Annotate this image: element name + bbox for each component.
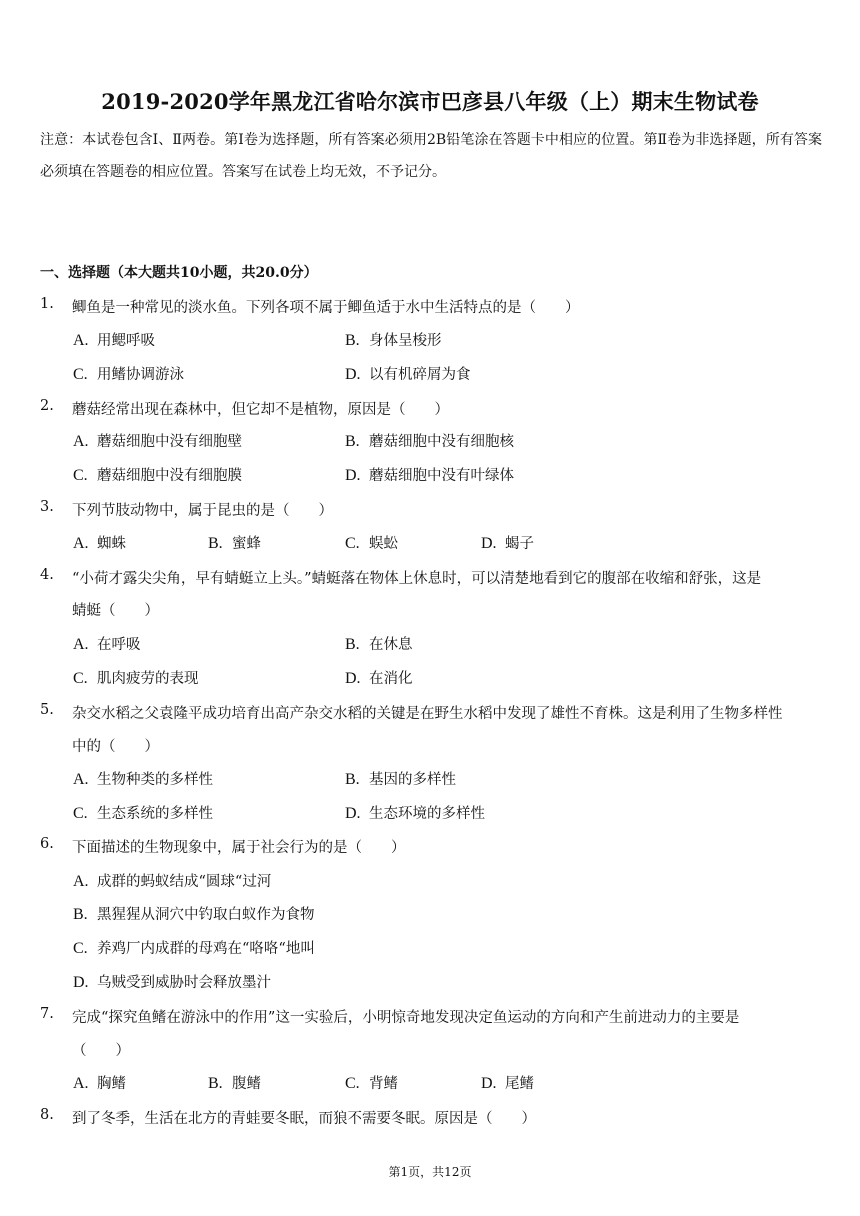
question-text: 下列节肢动物中，属于昆虫的是（ ） <box>72 503 333 519</box>
option-label: D. <box>345 366 361 383</box>
answer-option <box>345 363 471 384</box>
question-text-continued: 蜻蜓（ ） <box>72 603 159 619</box>
page-footer: 第1页，共12页 <box>388 1165 472 1179</box>
option-label: A. <box>73 535 89 552</box>
option-text: 胸鳍 <box>97 1076 126 1092</box>
option-label: A. <box>73 1075 89 1092</box>
option-label: B. <box>208 1075 223 1092</box>
answer-option <box>345 532 398 553</box>
option-label: D. <box>345 670 361 687</box>
option-label: C. <box>73 805 88 822</box>
answer-option <box>73 1072 126 1093</box>
option-text: 乌贼受到威胁时会释放墨汁 <box>97 975 271 991</box>
option-label: B. <box>345 636 360 653</box>
question-number: 2. <box>40 398 54 414</box>
question-number: 3. <box>40 499 54 515</box>
option-text: 蜘蛛 <box>97 536 126 552</box>
option-text: 生物种类的多样性 <box>97 772 213 788</box>
option-text: 在呼吸 <box>97 637 141 653</box>
question-text: 到了冬季，生活在北方的青蛙要冬眠，而狼不需要冬眠。原因是（ ） <box>72 1111 536 1127</box>
answer-option <box>73 363 184 384</box>
question-text: 下面描述的生物现象中，属于社会行为的是（ ） <box>72 840 406 856</box>
option-label: C. <box>73 366 88 383</box>
option-text: 蝎子 <box>505 536 534 552</box>
answer-option <box>345 430 514 451</box>
option-label: B. <box>345 771 360 788</box>
answer-option <box>73 532 126 553</box>
answer-option <box>73 768 213 789</box>
answer-option <box>73 971 271 992</box>
option-text: 黑猩猩从洞穴中钓取白蚁作为食物 <box>97 907 315 923</box>
option-text: 蜜蜂 <box>232 536 261 552</box>
question-text: 杂交水稻之父袁隆平成功培育出高产杂交水稻的关键是在野生水稻中发现了雄性不育株。这是利用了生物多样性 <box>72 706 783 722</box>
option-label: A. <box>73 636 89 653</box>
option-label: C. <box>345 535 360 552</box>
option-label: B. <box>73 906 88 923</box>
answer-option <box>73 430 242 451</box>
option-text: 尾鳍 <box>505 1076 534 1092</box>
option-label: C. <box>73 670 88 687</box>
answer-option <box>73 464 242 485</box>
option-text: 生态系统的多样性 <box>97 806 213 822</box>
question-text: 鲫鱼是一种常见的淡水鱼。下列各项不属于鲫鱼适于水中生活特点的是（ ） <box>72 300 580 316</box>
option-label: D. <box>73 974 89 991</box>
question-number: 8. <box>40 1107 54 1123</box>
section-heading: 一、选择题（本大题共10小题，共20.0分） <box>40 265 318 281</box>
option-label: D. <box>481 535 497 552</box>
answer-option <box>73 903 315 924</box>
answer-option <box>73 633 141 654</box>
option-text: 肌肉疲劳的表现 <box>97 671 199 687</box>
exam-title: 2019-2020学年黑龙江省哈尔滨市巴彦县八年级（上）期末生物试卷 <box>101 89 759 114</box>
answer-option <box>345 768 456 789</box>
answer-option <box>345 1072 398 1093</box>
answer-option <box>345 667 413 688</box>
option-text: 背鳍 <box>369 1076 398 1092</box>
option-label: A. <box>73 433 89 450</box>
option-text: 蘑菇细胞中没有细胞膜 <box>97 468 242 484</box>
question-text: “小荷才露尖尖角，早有蜻蜓立上头。”蜻蜓落在物体上休息时，可以清楚地看到它的腹部在收缩和舒张，这是 <box>72 571 762 587</box>
option-text: 用鳍协调游泳 <box>97 367 184 383</box>
option-text: 成群的蚂蚁结成“圆球“过河 <box>97 874 272 890</box>
question-number: 7. <box>40 1006 54 1022</box>
option-label: C. <box>345 1075 360 1092</box>
question-text: 完成“探究鱼鳍在游泳中的作用”这一实验后，小明惊奇地发现决定鱼运动的方向和产生前进动力的主要是 <box>72 1010 740 1026</box>
answer-option <box>345 464 514 485</box>
answer-option <box>73 802 213 823</box>
question-number: 4. <box>40 567 54 583</box>
question-text-continued: 中的（ ） <box>72 739 159 755</box>
question-text-continued: （ ） <box>72 1043 130 1059</box>
answer-option <box>345 802 485 823</box>
option-text: 身体呈梭形 <box>369 333 442 349</box>
option-label: D. <box>481 1075 497 1092</box>
answer-option <box>345 329 442 350</box>
question-number: 1. <box>40 296 54 312</box>
answer-option <box>73 937 315 958</box>
option-text: 以有机碎屑为食 <box>369 367 471 383</box>
option-text: 腹鳍 <box>232 1076 261 1092</box>
exam-notice: 注意：本试卷包含Ⅰ、Ⅱ两卷。第Ⅰ卷为选择题，所有答案必须用2B铅笔涂在答题卡中相应的位置。第Ⅱ卷为非选择题，所有答案必须填在答题卷的相应位置。答案写在试卷上均无效，不予记分。 <box>40 132 822 180</box>
option-text: 生态环境的多样性 <box>369 806 485 822</box>
answer-option <box>208 532 261 553</box>
question-number: 5. <box>40 702 54 718</box>
option-text: 蘑菇细胞中没有细胞壁 <box>97 434 242 450</box>
option-label: A. <box>73 771 89 788</box>
question-number: 6. <box>40 836 54 852</box>
option-text: 用鳃呼吸 <box>97 333 155 349</box>
answer-option <box>73 870 271 891</box>
answer-option <box>345 633 413 654</box>
answer-option <box>208 1072 261 1093</box>
answer-option <box>73 329 155 350</box>
option-label: B. <box>345 332 360 349</box>
option-label: B. <box>208 535 223 552</box>
option-text: 在休息 <box>369 637 413 653</box>
option-label: A. <box>73 332 89 349</box>
option-label: C. <box>73 467 88 484</box>
option-text: 基因的多样性 <box>369 772 456 788</box>
answer-option <box>73 667 199 688</box>
question-text: 蘑菇经常出现在森林中，但它却不是植物，原因是（ ） <box>72 402 449 418</box>
option-text: 养鸡厂内成群的母鸡在“咯咯“地叫 <box>97 941 315 957</box>
option-text: 蘑菇细胞中没有叶绿体 <box>369 468 514 484</box>
answer-option <box>481 532 534 553</box>
option-text: 蜈蚣 <box>369 536 398 552</box>
option-label: A. <box>73 873 89 890</box>
option-label: D. <box>345 805 361 822</box>
option-text: 在消化 <box>369 671 413 687</box>
option-label: B. <box>345 433 360 450</box>
option-text: 蘑菇细胞中没有细胞核 <box>369 434 514 450</box>
option-label: C. <box>73 940 88 957</box>
answer-option <box>481 1072 534 1093</box>
option-label: D. <box>345 467 361 484</box>
